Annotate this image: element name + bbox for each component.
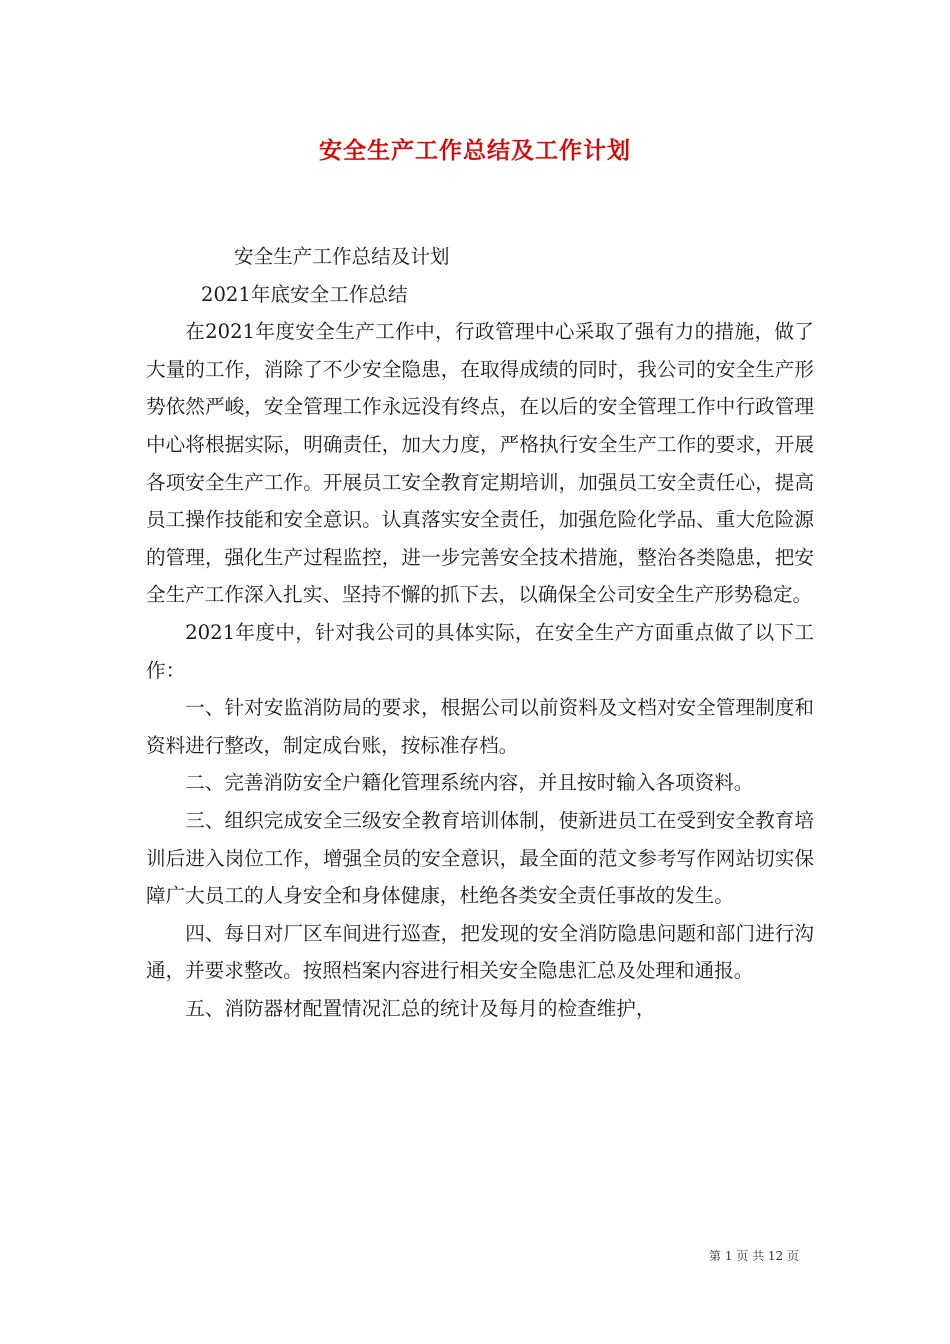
document-subtitle: 安全生产工作总结及计划: [234, 245, 450, 268]
paragraph-item-5: 五、消防器材配置情况汇总的统计及每月的检查维护，: [185, 996, 656, 1020]
paragraph-item-1: 一、针对安监消防局的要求，根据公司以前资料及文档对安全管理制度和资料进行整改，制定成台账，按标准存档。: [146, 696, 814, 757]
document-body: [146, 238, 814, 1027]
section-heading: 2021年底安全工作总结: [201, 282, 408, 306]
paragraph-intro: 在2021年度安全生产工作中，行政管理中心采取了强有力的措施，做了大量的工作，消除了不少安全隐患，在取得成绩的同时，我公司的安全生产形势依然严峻，安全管理工作永远没有终点，在以后的安全管理工作中行政管理中心将根据实际，明确责任，加大力度，严格执行安全生产工作的要求，开展各项安全生产工作。开展员工安全教育定期培训，加强员工安全责任心，提高员工操作技能和安全意识。认真落实安全责任，加强危险化学品、重大危险源的管理，强化生产过程监控，进一步完善安全技术措施，整治各类隐患，把安全生产工作深入扎实、坚持不懈的抓下去，以确保全公司安全生产形势稳定。: [146, 320, 814, 607]
paragraph-work-summary: 2021年度中，针对我公司的具体实际，在安全生产方面重点做了以下工作：: [146, 620, 814, 682]
document-title: 安全生产工作总结及工作计划: [319, 138, 631, 164]
page-number: 第 1 页 共 12 页: [709, 1249, 799, 1263]
paragraph-item-2: 二、完善消防安全户籍化管理系统内容，并且按时输入各项资料。: [185, 771, 754, 795]
paragraph-item-3: 三、组织完成安全三级安全教育培训体制，使新进员工在受到安全教育培训后进入岗位工作，增强全员的安全意识，最全面的范文参考写作网站切实保障广大员工的人身安全和身体健康，杜绝各类安全责任事故的发生。: [146, 808, 814, 908]
paragraph-item-4: 四、每日对厂区车间进行巡查，把发现的安全消防隐患问题和部门进行沟通，并要求整改。按照档案内容进行相关安全隐患汇总及处理和通报。: [146, 921, 814, 983]
